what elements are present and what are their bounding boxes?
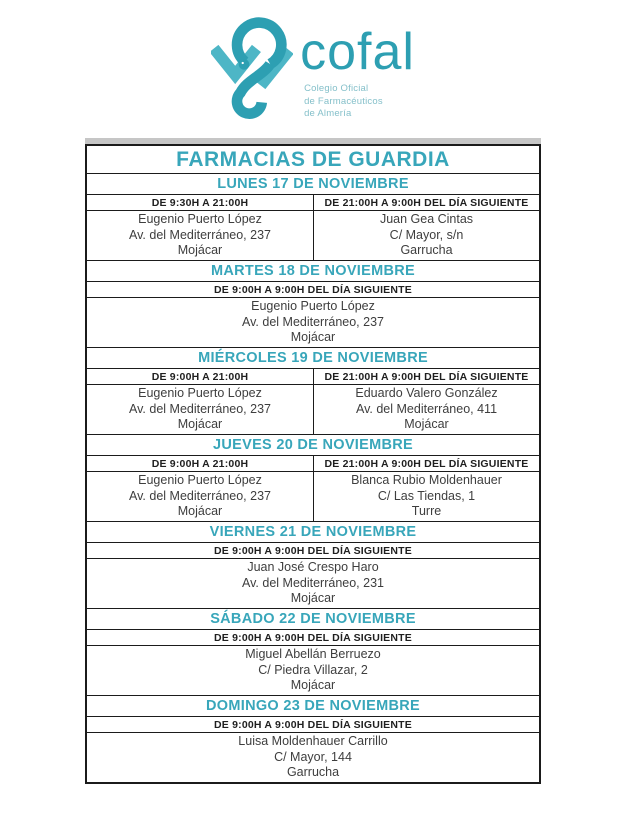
- pharmacy-column: [87, 456, 313, 521]
- day-section: [87, 261, 539, 348]
- pharmacy-address: Av. del Mediterráneo, 237: [129, 401, 271, 416]
- pharmacy-city: Mojácar: [290, 330, 336, 345]
- logo-text: [300, 13, 415, 121]
- day-section: [87, 435, 539, 522]
- day-columns: [87, 456, 539, 521]
- pharmacy-city: Garrucha: [286, 765, 340, 780]
- pharmacy-info: [87, 211, 313, 260]
- logo-wordmark: cofal: [300, 23, 415, 81]
- day-header: LUNES 17 DE NOVIEMBRE: [87, 174, 539, 195]
- day-section: [87, 174, 539, 261]
- pharmacy-column: [87, 282, 539, 347]
- pharmacy-address: Av. del Mediterráneo, 237: [242, 314, 384, 329]
- pharmacy-city: Garrucha: [400, 243, 453, 258]
- pharmacy-city: Mojácar: [177, 243, 223, 258]
- time-slot-header: DE 9:30H A 21:00H: [87, 195, 313, 211]
- pharmacy-name: Juan José Crespo Haro: [247, 559, 379, 574]
- pharmacy-city: Mojácar: [290, 591, 336, 606]
- time-slot-header: DE 21:00H A 9:00H DEL DÍA SIGUIENTE: [314, 456, 539, 472]
- time-slot-header: DE 9:00H A 21:00H: [87, 456, 313, 472]
- pharmacy-column: [87, 630, 539, 695]
- day-header: VIERNES 21 DE NOVIEMBRE: [87, 522, 539, 543]
- day-header: SÁBADO 22 DE NOVIEMBRE: [87, 609, 539, 630]
- time-slot-header: DE 9:00H A 9:00H DEL DÍA SIGUIENTE: [87, 282, 539, 298]
- time-slot-header: DE 9:00H A 9:00H DEL DÍA SIGUIENTE: [87, 543, 539, 559]
- pharmacy-name: Eugenio Puerto López: [138, 472, 262, 487]
- logo-tagline: [304, 83, 415, 121]
- days-container: [87, 174, 539, 782]
- pharmacy-column: [87, 717, 539, 782]
- pharmacy-info: [314, 385, 539, 434]
- pharmacy-address: Av. del Mediterráneo, 237: [129, 488, 271, 503]
- time-slot-header: DE 21:00H A 9:00H DEL DÍA SIGUIENTE: [314, 195, 539, 211]
- pharmacy-column: [313, 195, 539, 260]
- time-slot-header: DE 9:00H A 9:00H DEL DÍA SIGUIENTE: [87, 630, 539, 646]
- guardia-table: [85, 138, 541, 784]
- pharmacy-column: [313, 369, 539, 434]
- pharmacy-column: [313, 456, 539, 521]
- cofal-serpent-logo-icon: [211, 13, 293, 121]
- day-header: MARTES 18 DE NOVIEMBRE: [87, 261, 539, 282]
- day-section: [87, 609, 539, 696]
- pharmacy-name: Eugenio Puerto López: [138, 385, 262, 400]
- pharmacy-address: C/ Piedra Villazar, 2: [258, 662, 368, 677]
- day-columns: [87, 195, 539, 260]
- day-section: [87, 522, 539, 609]
- guardia-table-body: [85, 144, 541, 784]
- day-columns: [87, 630, 539, 695]
- day-header: DOMINGO 23 DE NOVIEMBRE: [87, 696, 539, 717]
- pharmacy-info: [314, 211, 539, 260]
- pharmacy-column: [87, 195, 313, 260]
- logo-tagline-line: de Farmacéuticos: [304, 95, 383, 107]
- day-columns: [87, 369, 539, 434]
- pharmacy-name: Blanca Rubio Moldenhauer: [351, 472, 502, 487]
- pharmacy-info: [87, 646, 539, 695]
- pharmacy-address: Av. del Mediterráneo, 237: [129, 227, 271, 242]
- pharmacy-column: [87, 543, 539, 608]
- pharmacy-info: [87, 733, 539, 782]
- pharmacy-city: Mojácar: [177, 417, 223, 432]
- logo-tagline-line: Colegio Oficial: [304, 83, 369, 94]
- pharmacy-info: [87, 298, 539, 347]
- pharmacy-name: Luisa Moldenhauer Carrillo: [238, 733, 388, 748]
- day-section: [87, 696, 539, 782]
- cofal-logo: [0, 0, 626, 133]
- day-columns: [87, 282, 539, 347]
- pharmacy-address: C/ Mayor, s/n: [389, 227, 464, 242]
- page-title: FARMACIAS DE GUARDIA: [87, 146, 539, 174]
- pharmacy-address: Av. del Mediterráneo, 231: [242, 575, 384, 590]
- pharmacy-city: Mojácar: [177, 504, 223, 519]
- pharmacy-city: Mojácar: [404, 417, 449, 432]
- pharmacy-column: [87, 369, 313, 434]
- pharmacy-name: Eugenio Puerto López: [138, 211, 262, 226]
- logo-tagline-line: de Almería: [304, 108, 352, 120]
- pharmacy-city: Turre: [411, 504, 442, 519]
- time-slot-header: DE 21:00H A 9:00H DEL DÍA SIGUIENTE: [314, 369, 539, 385]
- day-section: [87, 348, 539, 435]
- pharmacy-name: Miguel Abellán Berruezo: [245, 646, 381, 661]
- day-columns: [87, 717, 539, 782]
- pharmacy-name: Juan Gea Cintas: [379, 211, 474, 226]
- pharmacy-info: [87, 559, 539, 608]
- time-slot-header: DE 9:00H A 9:00H DEL DÍA SIGUIENTE: [87, 717, 539, 733]
- pharmacy-name: Eugenio Puerto López: [251, 298, 375, 313]
- day-columns: [87, 543, 539, 608]
- pharmacy-address: Av. del Mediterráneo, 411: [355, 401, 498, 416]
- pharmacy-info: [314, 472, 539, 521]
- pharmacy-name: Eduardo Valero González: [355, 385, 498, 400]
- day-header: JUEVES 20 DE NOVIEMBRE: [87, 435, 539, 456]
- pharmacy-address: C/ Las Tiendas, 1: [377, 488, 476, 503]
- pharmacy-address: C/ Mayor, 144: [274, 749, 352, 764]
- time-slot-header: DE 9:00H A 21:00H: [87, 369, 313, 385]
- pharmacy-info: [87, 385, 313, 434]
- pharmacy-info: [87, 472, 313, 521]
- pharmacy-city: Mojácar: [290, 678, 336, 693]
- day-header: MIÉRCOLES 19 DE NOVIEMBRE: [87, 348, 539, 369]
